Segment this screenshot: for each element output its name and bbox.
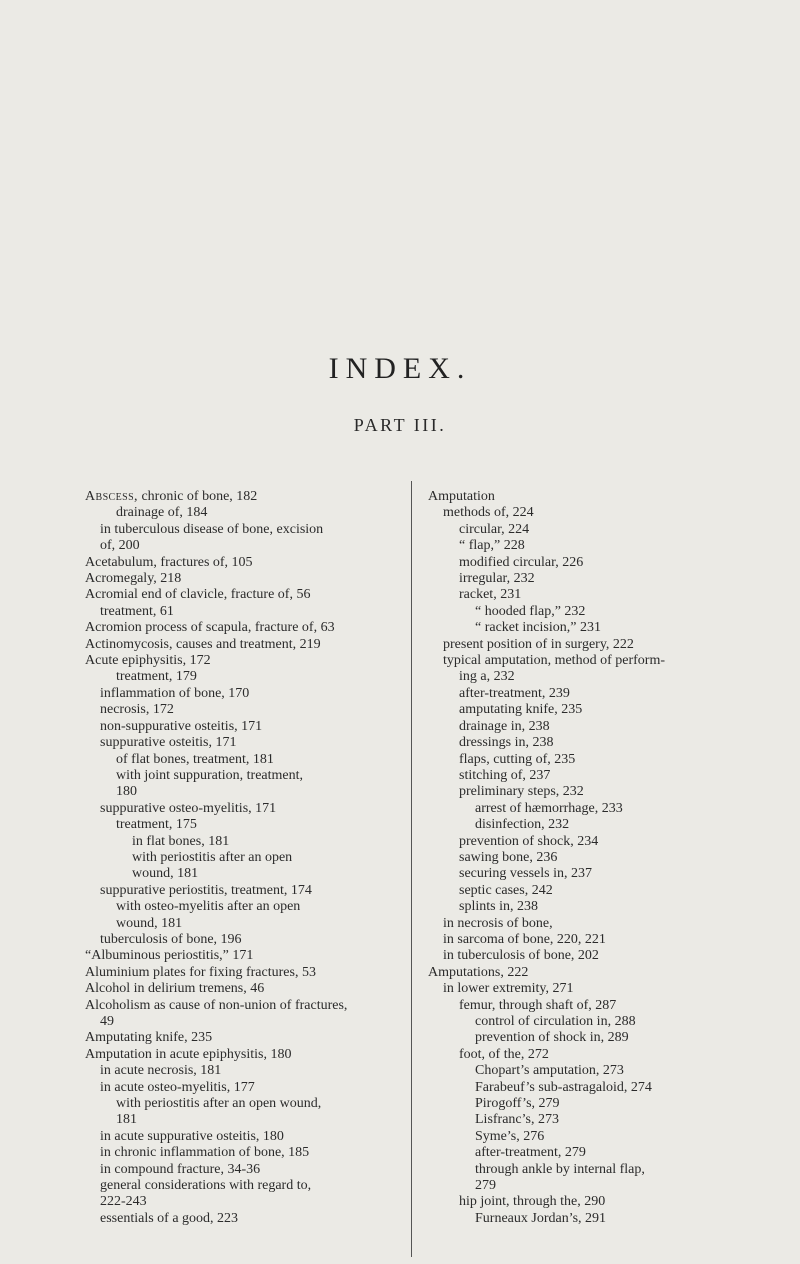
index-entry-text: drainage in, 238	[459, 718, 550, 734]
index-entry-text: in acute suppurative osteitis, 180	[100, 1128, 284, 1144]
index-entry	[428, 505, 750, 521]
index-entry-text: irregular, 232	[459, 571, 535, 587]
index-entry	[428, 817, 750, 833]
index-entry-text: chronic of bone, 182	[137, 489, 258, 504]
index-entry	[428, 1162, 750, 1178]
index-entry	[85, 505, 403, 521]
index-entry-text: through ankle by internal flap,	[475, 1161, 645, 1177]
index-entry	[85, 752, 403, 768]
index-entry-text: suppurative periostitis, treatment, 174	[100, 882, 312, 898]
index-entry	[428, 916, 750, 932]
index-entry-text: general considerations with regard to,	[100, 1178, 312, 1194]
index-entry	[85, 768, 403, 784]
index-entry	[428, 1080, 750, 1096]
index-entry-text: stitching of, 237	[459, 767, 551, 783]
index-entry	[85, 604, 403, 620]
index-entry-text: of, 200	[100, 538, 140, 554]
index-entry	[428, 784, 750, 800]
index-entry	[85, 686, 403, 702]
index-entry-text: foot, of the, 272	[459, 1046, 549, 1062]
index-entry	[428, 620, 750, 636]
index-title: INDEX.	[328, 352, 472, 385]
index-entry-text: after-treatment, 279	[475, 1145, 586, 1161]
index-entry	[85, 1063, 403, 1079]
index-entry-text: inflammation of bone, 170	[100, 685, 250, 701]
index-entry-text: Amputation	[428, 489, 495, 504]
index-entry-text: in chronic inflammation of bone, 185	[100, 1145, 310, 1161]
index-entry-text: septic cases, 242	[459, 882, 553, 898]
index-entry	[428, 538, 750, 554]
index-entry	[428, 932, 750, 948]
index-entry-text: “ hooded flap,” 232	[475, 603, 586, 619]
index-entry-text: in acute osteo-myelitis, 177	[100, 1079, 255, 1095]
part-title: PART III.	[353, 415, 447, 435]
index-entry-text: Lisfranc’s, 273	[475, 1112, 559, 1128]
index-entry	[85, 587, 403, 603]
index-entry-text: in necrosis of bone,	[443, 915, 553, 931]
index-entry-text: Acromegaly, 218	[85, 571, 182, 587]
index-entry	[85, 998, 403, 1014]
index-entry-text: Acromial end of clavicle, fracture of, 56	[85, 587, 311, 603]
index-entry	[428, 1030, 750, 1046]
index-entry-text: 181	[116, 1112, 137, 1128]
index-entry-text: in tuberculous disease of bone, excision	[100, 521, 324, 537]
index-entry	[85, 981, 403, 997]
index-entry	[85, 850, 403, 866]
index-entry	[85, 620, 403, 636]
index-entry-text: methods of, 224	[443, 505, 534, 521]
index-entry	[85, 1145, 403, 1161]
index-entry-text: 49	[100, 1014, 114, 1029]
index-entry	[428, 1211, 750, 1227]
index-entry-text: sawing bone, 236	[459, 849, 558, 865]
index-entry	[428, 1014, 750, 1030]
index-entry	[85, 899, 403, 915]
index-entry	[428, 866, 750, 882]
index-entry	[85, 1162, 403, 1178]
index-entry-text: Acromion process of scapula, fracture of, 63	[85, 620, 335, 636]
index-entry	[428, 686, 750, 702]
index-entry-text: Furneaux Jordan’s, 291	[475, 1210, 607, 1226]
index-entry	[85, 489, 403, 505]
index-entry	[428, 669, 750, 685]
index-entry-text: in tuberculosis of bone, 202	[443, 948, 599, 964]
index-entry	[428, 834, 750, 850]
index-entry	[85, 1211, 403, 1227]
index-entry	[85, 1129, 403, 1145]
index-entry	[428, 735, 750, 751]
index-entry-text: treatment, 175	[116, 817, 197, 833]
index-entry-text: with joint suppuration, treatment,	[116, 767, 304, 783]
index-entry	[85, 653, 403, 669]
index-entry-text: hip joint, through the, 290	[459, 1194, 606, 1210]
index-entry-text: present position of in surgery, 222	[443, 636, 634, 652]
index-entry-text: suppurative osteitis, 171	[100, 735, 237, 751]
index-entry	[428, 604, 750, 620]
index-entry	[428, 899, 750, 915]
index-entry	[428, 489, 750, 505]
index-entry	[428, 1112, 750, 1128]
index-entry-text: typical amputation, method of perform-	[443, 653, 665, 669]
index-entry-text: 279	[475, 1178, 496, 1194]
index-entry	[428, 702, 750, 718]
index-entry	[428, 981, 750, 997]
column-divider	[411, 481, 412, 1257]
index-entry-text: of flat bones, treatment, 181	[116, 751, 274, 767]
index-entry-text: Amputations, 222	[428, 964, 529, 980]
index-entry	[85, 1194, 403, 1210]
index-entry-text: Acetabulum, fractures of, 105	[85, 554, 253, 570]
index-entry-text: Aluminium plates for fixing fractures, 53	[85, 964, 316, 980]
index-entry-text: modified circular, 226	[459, 554, 584, 570]
index-entry-text: 180	[116, 784, 137, 800]
index-entry-text: ing a, 232	[459, 669, 515, 685]
index-entry-text: treatment, 179	[116, 669, 197, 685]
index-entry	[85, 522, 403, 538]
index-entry	[428, 998, 750, 1014]
index-entry-text: after-treatment, 239	[459, 685, 570, 701]
index-entry	[85, 702, 403, 718]
index-entry-text: Chopart’s amputation, 273	[475, 1063, 624, 1079]
index-entry	[428, 752, 750, 768]
index-entry	[428, 1047, 750, 1063]
index-entry-text: prevention of shock in, 289	[475, 1030, 629, 1046]
index-entry	[428, 965, 750, 981]
index-entry	[428, 637, 750, 653]
index-entry-text: in acute necrosis, 181	[100, 1063, 222, 1079]
index-entry	[428, 1194, 750, 1210]
index-entry-text: “Albuminous periostitis,” 171	[85, 948, 254, 964]
index-entry	[428, 719, 750, 735]
index-entry-lead: Abscess,	[85, 489, 138, 504]
index-entry-text: “ flap,” 228	[459, 538, 525, 554]
index-entry	[428, 768, 750, 784]
index-entry	[85, 932, 403, 948]
index-entry	[85, 1096, 403, 1112]
index-entry	[85, 1178, 403, 1194]
index-entry-text: essentials of a good, 223	[100, 1210, 239, 1226]
index-entry	[85, 719, 403, 735]
index-entry-text: Amputation in acute epiphysitis, 180	[85, 1046, 292, 1062]
index-entry	[85, 866, 403, 882]
index-entry-text: preliminary steps, 232	[459, 784, 584, 800]
index-entry-text: “ racket incision,” 231	[475, 620, 601, 636]
index-entry-text: disinfection, 232	[475, 817, 570, 833]
index-entry-text: Alcohol in delirium tremens, 46	[85, 981, 265, 997]
index-entry	[428, 1178, 750, 1194]
index-entry-text: Farabeuf’s sub-astragaloid, 274	[475, 1079, 652, 1095]
index-entry-text: 222-243	[100, 1194, 147, 1210]
index-entry-text: non-suppurative osteitis, 171	[100, 718, 263, 734]
index-entry-text: Actinomycosis, causes and treatment, 219	[85, 636, 321, 652]
index-entry-text: Alcoholism as cause of non-union of fractures,	[85, 997, 348, 1013]
index-entry-text: racket, 231	[459, 587, 522, 603]
index-entry	[428, 1145, 750, 1161]
index-column-right	[428, 489, 750, 1227]
index-entry	[85, 637, 403, 653]
index-entry	[85, 1030, 403, 1046]
index-entry	[428, 1129, 750, 1145]
index-entry-text: femur, through shaft of, 287	[459, 997, 617, 1013]
index-entry-text: amputating knife, 235	[459, 702, 583, 718]
index-entry	[428, 587, 750, 603]
index-entry-text: Pirogoff’s, 279	[475, 1096, 560, 1112]
index-entry	[85, 1014, 403, 1030]
index-entry	[428, 571, 750, 587]
index-entry-text: in compound fracture, 34-36	[100, 1161, 261, 1177]
index-entry-text: circular, 224	[459, 521, 530, 537]
index-column-left	[85, 489, 403, 1227]
index-entry	[428, 653, 750, 669]
index-entry	[85, 883, 403, 899]
index-entry-text: with periostitis after an open	[132, 849, 293, 865]
index-entry-text: wound, 181	[132, 866, 199, 882]
index-entry	[85, 834, 403, 850]
index-entry	[85, 965, 403, 981]
index-entry-text: Amputating knife, 235	[85, 1030, 213, 1046]
index-entry	[85, 571, 403, 587]
index-entry	[428, 555, 750, 571]
index-entry	[428, 801, 750, 817]
index-entry-text: tuberculosis of bone, 196	[100, 931, 242, 947]
index-entry	[85, 1112, 403, 1128]
index-entry-text: in sarcoma of bone, 220, 221	[443, 931, 606, 947]
index-entry	[85, 669, 403, 685]
index-entry	[428, 948, 750, 964]
index-entry	[85, 948, 403, 964]
index-entry-text: with periostitis after an open wound,	[116, 1096, 322, 1112]
index-entry	[85, 555, 403, 571]
index-entry-text: control of circulation in, 288	[475, 1014, 636, 1029]
index-entry-text: flaps, cutting of, 235	[459, 751, 576, 767]
index-entry-text: arrest of hæmorrhage, 233	[475, 800, 623, 816]
index-entry-text: with osteo-myelitis after an open	[116, 899, 301, 915]
index-entry	[428, 522, 750, 538]
index-entry	[428, 883, 750, 899]
index-entry-text: prevention of shock, 234	[459, 833, 599, 849]
index-entry	[85, 735, 403, 751]
index-entry-text: splints in, 238	[459, 899, 538, 915]
index-entry	[85, 538, 403, 554]
index-entry-text: treatment, 61	[100, 603, 174, 619]
index-entry-text: wound, 181	[116, 915, 183, 931]
index-entry-text: in flat bones, 181	[132, 833, 230, 849]
index-entry	[85, 1047, 403, 1063]
index-entry	[85, 801, 403, 817]
index-entry	[85, 817, 403, 833]
index-entry-text: in lower extremity, 271	[443, 981, 574, 997]
index-entry-text: suppurative osteo-myelitis, 171	[100, 800, 277, 816]
index-entry	[85, 916, 403, 932]
index-entry	[428, 1063, 750, 1079]
index-entry-text: necrosis, 172	[100, 702, 174, 718]
index-entry-text: Syme’s, 276	[475, 1128, 545, 1144]
index-entry	[428, 850, 750, 866]
index-entry	[428, 1096, 750, 1112]
index-entry	[85, 1080, 403, 1096]
index-entry-text: Acute epiphysitis, 172	[85, 653, 211, 669]
index-entry-text: dressings in, 238	[459, 735, 554, 751]
index-entry-text: securing vessels in, 237	[459, 866, 592, 882]
index-entry-text: drainage of, 184	[116, 505, 208, 521]
index-entry	[85, 784, 403, 800]
